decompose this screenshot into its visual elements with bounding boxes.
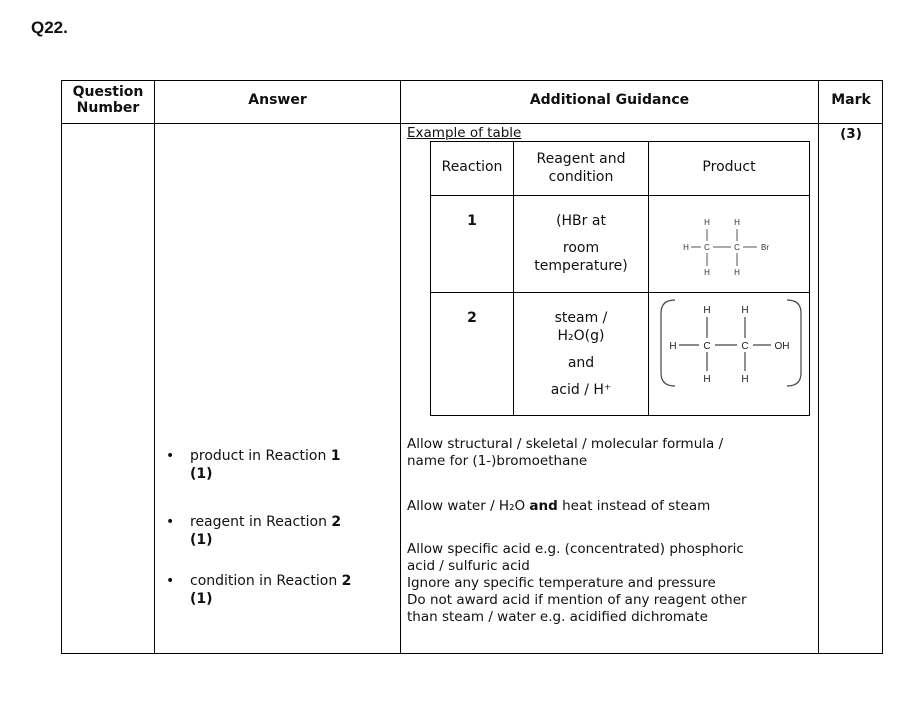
bullet-icon: • [166, 573, 175, 589]
atom-h: H [704, 268, 710, 277]
row2-reagent-line2: H₂O(g) [557, 328, 605, 344]
row1-reagent-line2: room [562, 240, 600, 256]
header-guidance: Additional Guidance [529, 92, 690, 108]
guidance-note [407, 541, 813, 626]
guidance-line: name for (1-)bromoethane [407, 453, 588, 469]
atom-oh: OH [774, 341, 790, 352]
guidance-bold: and [529, 498, 558, 514]
guidance-line: Do not award acid if mention of any reagent other [407, 592, 747, 608]
bullet-icon: • [166, 514, 175, 530]
answer-reaction-number: 2 [341, 573, 352, 589]
column-divider [154, 81, 155, 653]
header-question-line1: Question [72, 84, 144, 100]
row1-reagent-line1: (HBr at [556, 213, 606, 229]
atom-c: C [734, 243, 740, 252]
atom-c: C [741, 341, 749, 352]
header-mark: Mark [831, 92, 871, 108]
atom-br: Br [761, 243, 769, 252]
column-divider [400, 81, 401, 653]
guidance-line: than steam / water e.g. acidified dichromate [407, 609, 708, 625]
inner-header-reagent [514, 150, 648, 186]
guidance-text: Allow water / H₂O [407, 498, 530, 514]
header-question-number [62, 84, 154, 116]
guidance-note [407, 436, 813, 470]
atom-h: H [734, 218, 740, 227]
row1-reagent [514, 212, 648, 275]
row1-reaction-number: 1 [467, 213, 477, 229]
inner-header-reaction: Reaction [441, 159, 503, 175]
header-divider [62, 123, 882, 124]
row1-reagent-line3: temperature) [534, 258, 628, 274]
row2-reagent-line3: and [567, 355, 595, 371]
atom-h: H [683, 243, 689, 252]
question-label: Q22. [31, 18, 68, 37]
answer-text-pre: product in Reaction [190, 448, 331, 464]
guidance-note [407, 498, 813, 515]
answer-text-pre: condition in Reaction [190, 573, 342, 589]
ethanol-structure [649, 293, 809, 415]
atom-h: H [669, 341, 677, 352]
atom-h: H [734, 268, 740, 277]
answer-reaction-number: 1 [330, 448, 341, 464]
inner-header-product: Product [702, 159, 756, 175]
example-caption: Example of table [407, 125, 522, 141]
guidance-line: Allow structural / skeletal / molecular formula / [407, 436, 724, 452]
mark-scheme-table [61, 80, 883, 654]
inner-header-reagent-line2: condition [548, 169, 614, 185]
row2-reagent-line1: steam / [554, 310, 608, 326]
answer-text-pre: reagent in Reaction [190, 514, 332, 530]
answer-text [190, 447, 390, 483]
inner-header-reagent-line1: Reagent and [536, 151, 626, 167]
atom-c: C [703, 341, 711, 352]
answer-mark: (1) [190, 466, 213, 482]
atom-h: H [703, 374, 711, 385]
guidance-line: Ignore any specific temperature and pressure [407, 575, 716, 591]
header-answer: Answer [248, 92, 307, 108]
atom-h: H [703, 305, 711, 316]
answer-reaction-number: 2 [331, 514, 342, 530]
row2-reaction-number: 2 [467, 310, 477, 326]
row2-reagent-line4: acid / H⁺ [550, 382, 612, 398]
guidance-line: Allow specific acid e.g. (concentrated) phosphoric [407, 541, 744, 557]
row2-reagent [514, 309, 648, 399]
bullet-icon: • [166, 448, 175, 464]
atom-h: H [741, 374, 749, 385]
answer-text [190, 572, 390, 608]
answer-mark: (1) [190, 532, 213, 548]
atom-h: H [741, 305, 749, 316]
atom-h: H [704, 218, 710, 227]
column-divider [818, 81, 819, 653]
header-question-line2: Number [76, 100, 140, 116]
example-table [430, 141, 810, 416]
atom-c: C [704, 243, 710, 252]
guidance-line: acid / sulfuric acid [407, 558, 530, 574]
answer-mark: (1) [190, 591, 213, 607]
guidance-text: heat instead of steam [557, 498, 711, 514]
answer-text [190, 513, 390, 549]
mark-value: (3) [840, 126, 862, 142]
bromoethane-structure [649, 196, 809, 292]
